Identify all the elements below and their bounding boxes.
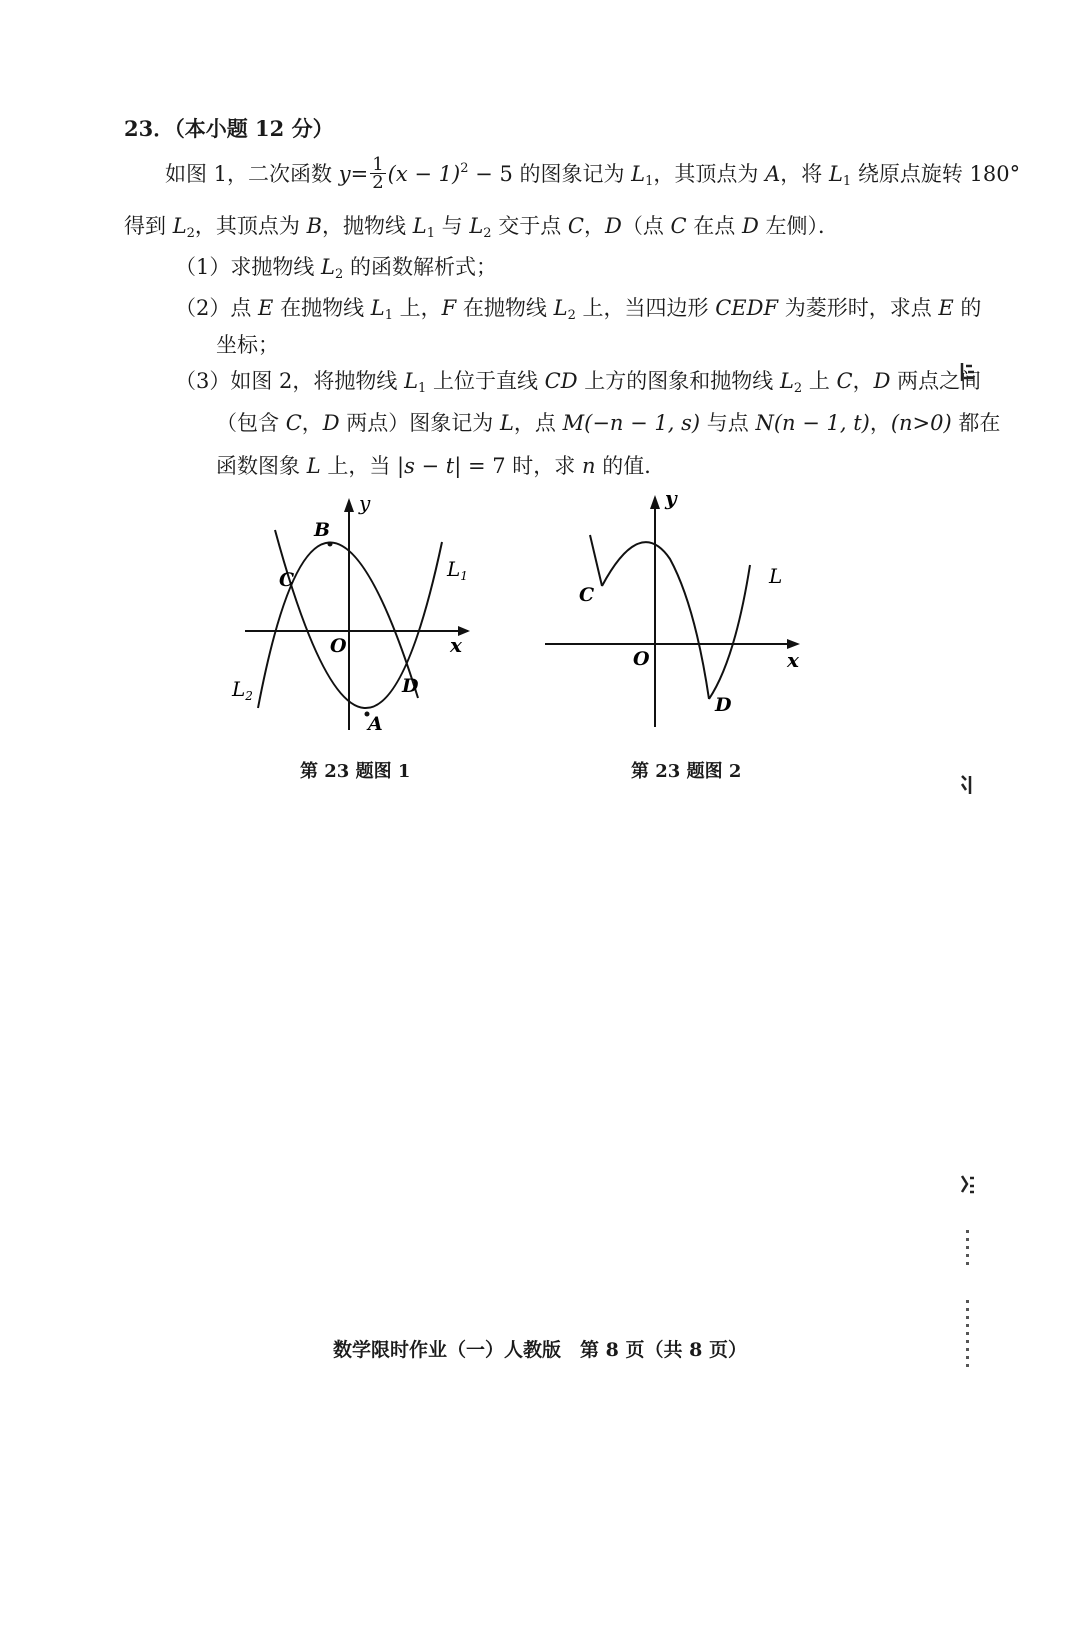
- question-header: 23．（本小题 12 分）: [124, 116, 334, 141]
- part-1: （1）求抛物线 $L_2$ 的函数解析式；: [175, 255, 497, 282]
- graph-L-left-arm: [590, 535, 602, 586]
- curve-L-label: L: [769, 564, 783, 588]
- intro-line-2: 得到 $L_2$，其顶点为 B，抛物线 $L_1$ 与 $L_2$ 交于点 C，D（点 C 在点 D 左侧）．: [124, 214, 839, 241]
- figure-2: [535, 485, 825, 735]
- fraction-one-half: $\frac{1}{2}$: [372, 154, 384, 193]
- figure-2-caption: 第 23 题图 2: [631, 761, 742, 782]
- figure-1-caption: 第 23 题图 1: [300, 761, 411, 782]
- origin-label: O: [633, 648, 650, 670]
- binding-margin-mark-2: [958, 772, 976, 796]
- binding-margin-mark-3: [958, 1172, 976, 1196]
- figure-1: [220, 490, 480, 740]
- part-2-line-1: （2）点 E 在抛物线 $L_1$ 上，F 在抛物线 $L_2$ 上，当四边形 CEDF 为菱形时，求点 E 的: [175, 296, 982, 323]
- point-A-label: A: [368, 713, 383, 735]
- part-3-line-3: 函数图象 L 上，当 |s − t| = 7 时，求 n 的值．: [216, 454, 666, 478]
- point-B-label: B: [314, 519, 331, 541]
- part-3-line-2: （包含 C，D 两点）图象记为 L，点 M(−n − 1, s) 与点 N(n − 1, t)，(n>0) 都在: [216, 411, 1001, 435]
- parabola-L2: [258, 542, 418, 708]
- page-footer: 数学限时作业（一）人教版 第 8 页（共 8 页）: [333, 1339, 747, 1361]
- origin-label: O: [330, 635, 347, 657]
- intro-line-1: 如图 1，二次函数 y= $\frac{1}{2}$ $(x - 1)^2 - 5$ 的图象记为 $L_1$，其顶点为 A，将 $L_1$ 绕原点旋转 180°: [165, 154, 1021, 193]
- point-C-label: C: [579, 584, 595, 606]
- x-label: x: [787, 648, 799, 672]
- binding-margin-mark-1: [958, 360, 976, 384]
- y-label: y: [665, 486, 677, 510]
- binding-margin-dots-1: [966, 1230, 969, 1270]
- point-D-label: D: [402, 675, 419, 697]
- curve-L2-label: $L_2$: [232, 677, 253, 703]
- y-label: y: [359, 491, 371, 515]
- curve-L1-label: $L_1$: [447, 557, 468, 583]
- part-3-line-1: （3）如图 2，将抛物线 $L_1$ 上位于直线 CD 上方的图象和抛物线 $L_2$ 上 C，D 两点之间: [175, 369, 982, 396]
- y-axis-arrow-icon: [344, 498, 354, 512]
- x-label: x: [450, 633, 462, 657]
- point-D-label: D: [715, 694, 732, 716]
- vertex-B: [328, 542, 333, 547]
- point-C-label: C: [279, 569, 295, 591]
- binding-margin-dots-2: [966, 1300, 969, 1370]
- graph-L-right-arm: [709, 565, 750, 699]
- y-axis-arrow-icon: [650, 495, 660, 509]
- part-2-line-2: 坐标；: [216, 333, 279, 357]
